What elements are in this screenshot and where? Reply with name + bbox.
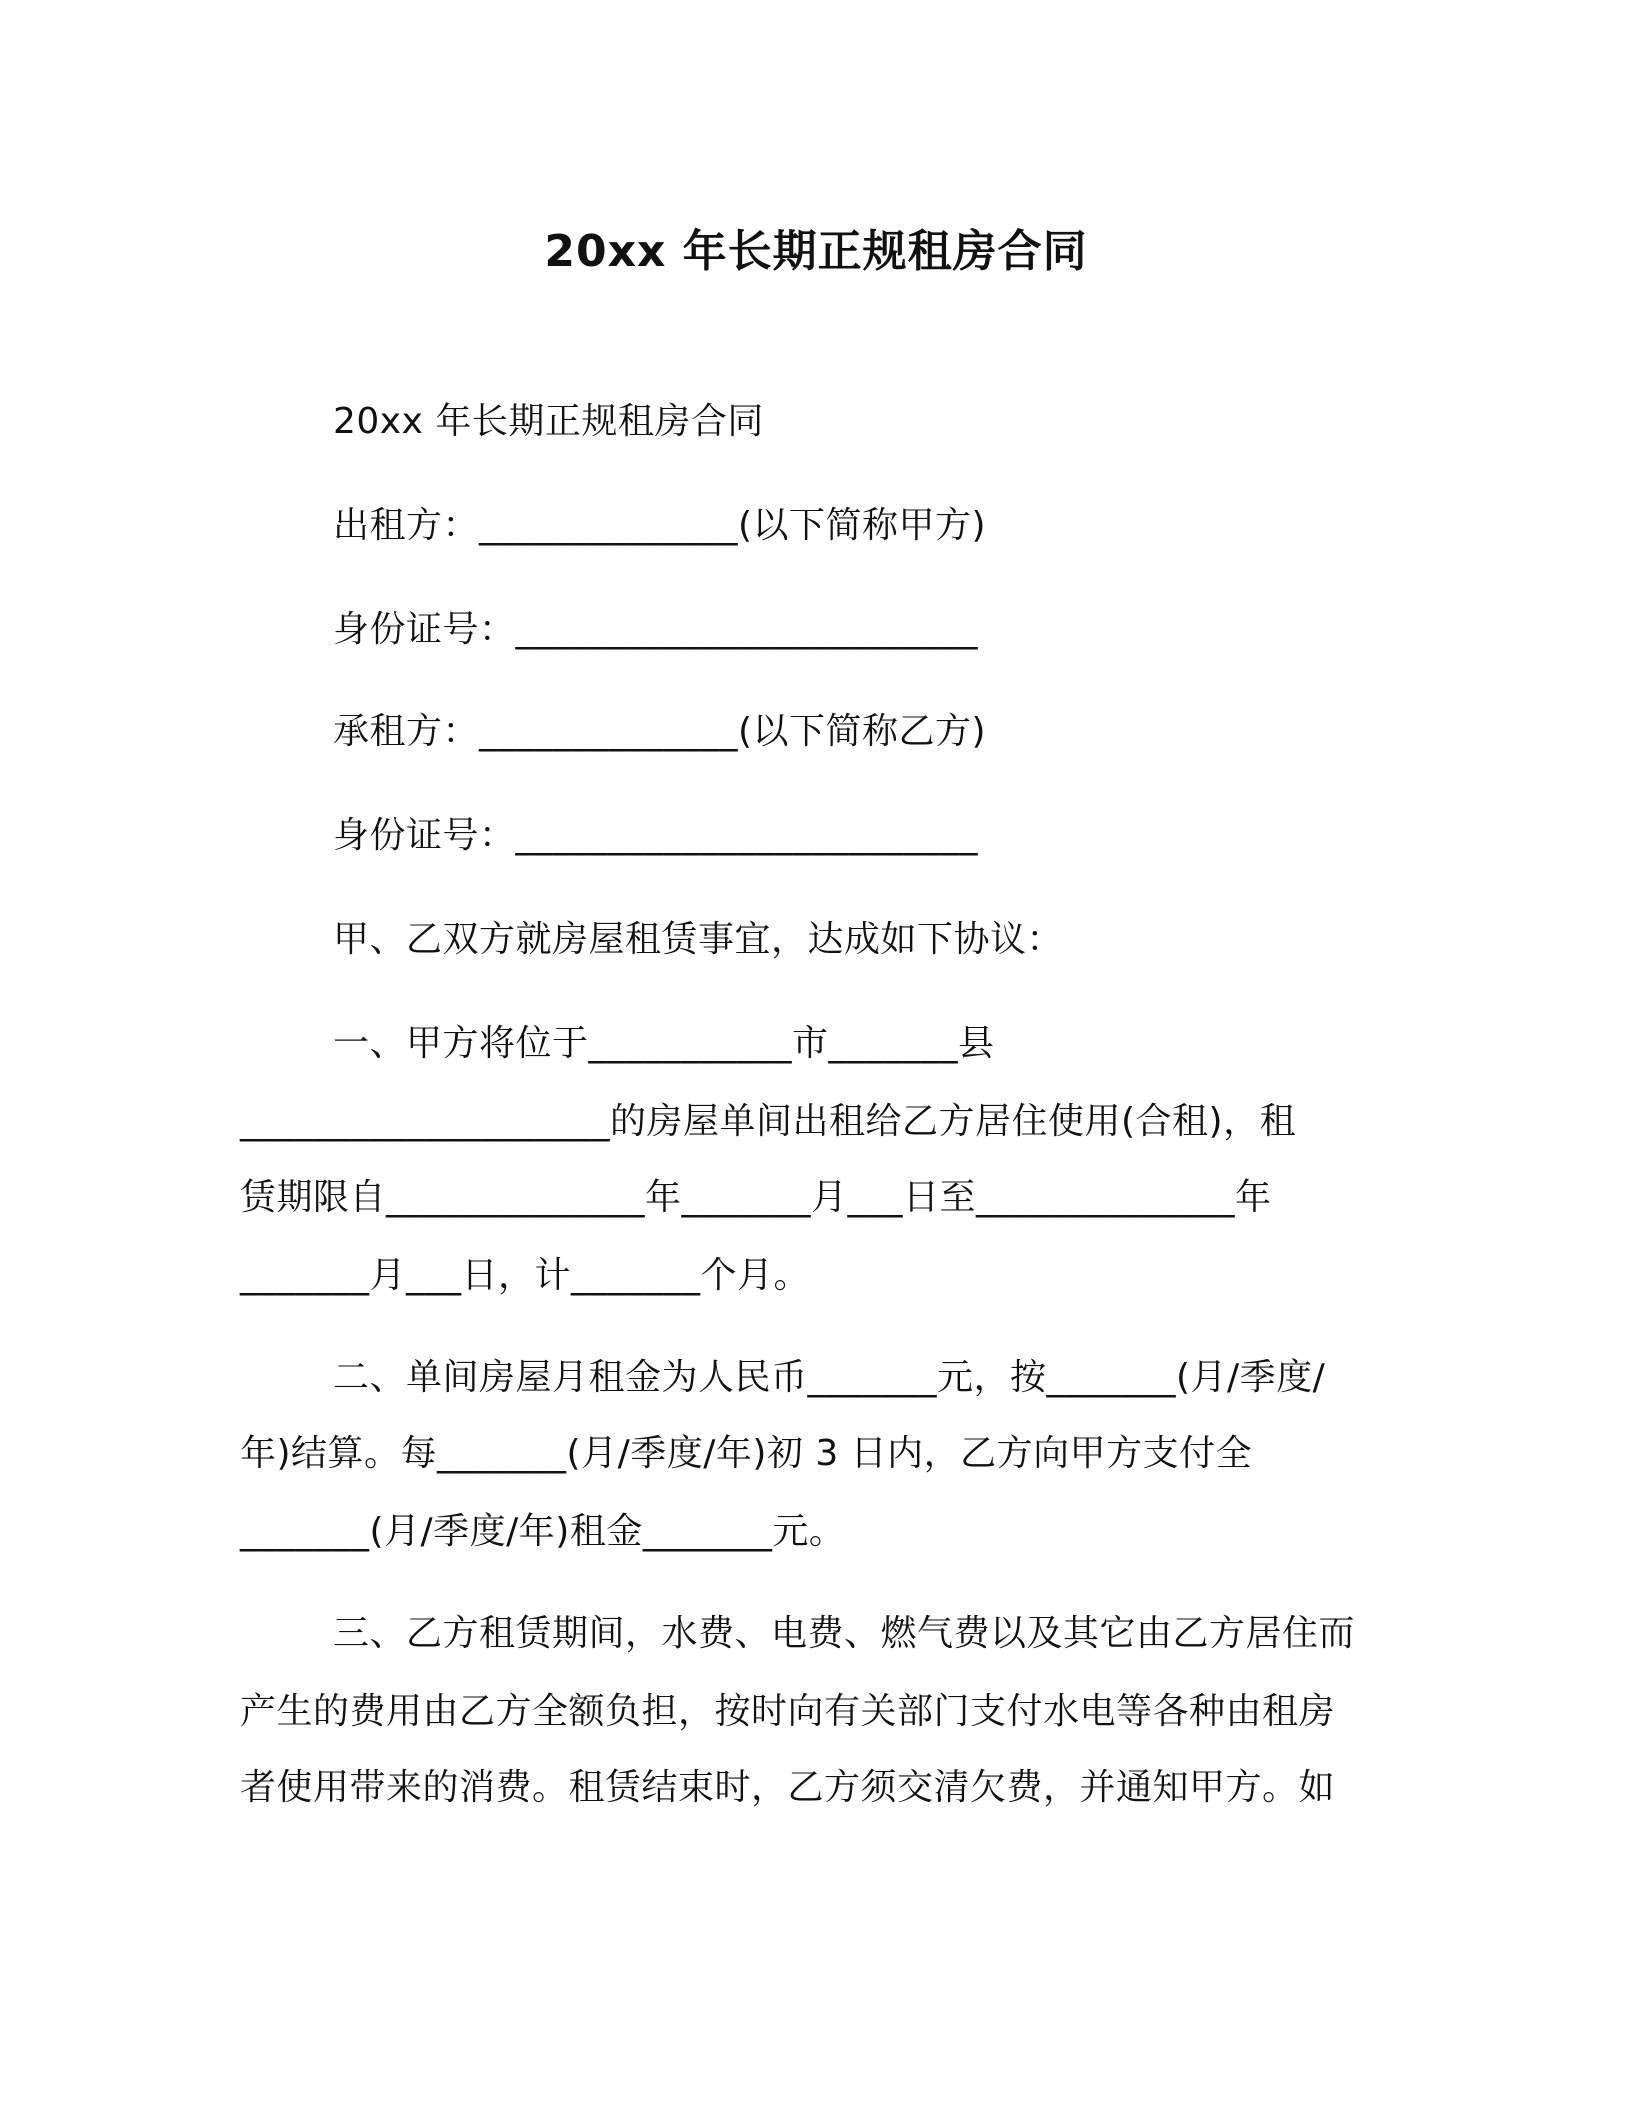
clause-3-line-3: 者使用带来的消费。租赁结束时，乙方须交清欠费，并通知甲方。如 (240, 1767, 1336, 1808)
clause-1-line-3: 赁期限自______________年_______月___日至______________年 (240, 1177, 1272, 1218)
document-subtitle: 20xx 年长期正规租房合同 (333, 401, 764, 442)
clause-1-line-4: _______月___日，计_______个月。 (240, 1255, 811, 1296)
agreement-intro: 甲、乙双方就房屋租赁事宜，达成如下协议： (333, 919, 1064, 960)
clause-2-line-1: 二、单间房屋月租金为人民币_______元，按_______(月/季度/ (333, 1357, 1326, 1398)
clause-3-line-2: 产生的费用由乙方全额负担，按时向有关部门支付水电等各种由租房 (240, 1691, 1336, 1732)
clause-2-line-3: _______(月/季度/年)租金_______元。 (240, 1511, 846, 1552)
clause-2-line-2: 年)结算。每_______(月/季度/年)初 3 日内，乙方向甲方支付全 (240, 1433, 1253, 1474)
clause-1-line-1: 一、甲方将位于___________市_______县 (333, 1023, 995, 1064)
lessee-id-field: 身份证号：_________________________ (333, 815, 979, 856)
clause-3-line-1: 三、乙方租赁期间，水费、电费、燃气费以及其它由乙方居住而 (333, 1613, 1356, 1654)
document-title: 20xx 年长期正规租房合同 (544, 226, 1088, 277)
lessor-field: 出租方：______________(以下简称甲方) (333, 505, 987, 546)
lessee-field: 承租方：______________(以下简称乙方) (333, 711, 987, 752)
lessor-id-field: 身份证号：_________________________ (333, 609, 979, 650)
clause-1-line-2: ____________________的房屋单间出租给乙方居住使用(合租)，租 (240, 1101, 1297, 1142)
